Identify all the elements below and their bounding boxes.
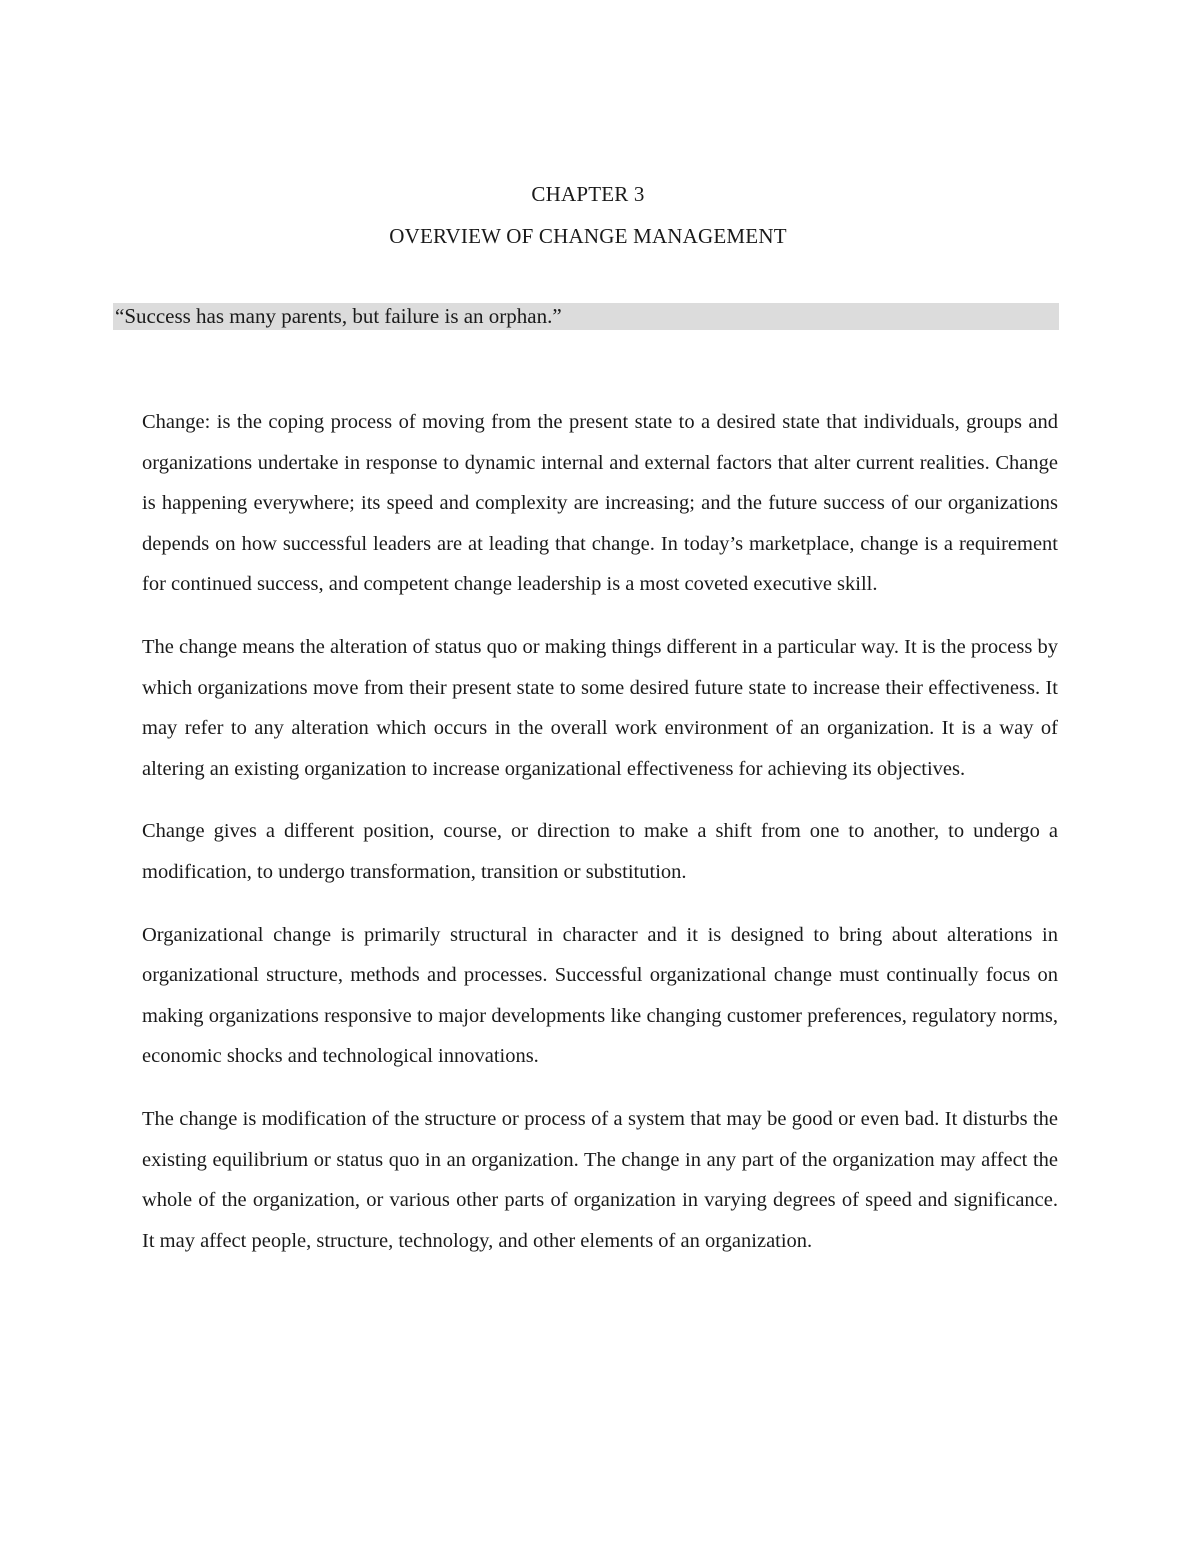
chapter-number: CHAPTER 3 xyxy=(531,182,645,206)
body-text xyxy=(142,402,1058,1261)
paragraph-change-meaning: The change means the alteration of status quo or making things different in a particular way. It is the process by which organizations move from their present state to some desired future state to increase their effectiveness. It may refer to any alteration which occurs in the overall work environment of an organization. It is a way of altering an existing organization to increase organizational effectiveness for achieving its objectives. xyxy=(142,635,1058,780)
epigraph-quote: “Success has many parents, but failure is an orphan.” xyxy=(113,303,1059,330)
paragraph-change-modification: The change is modification of the structure or process of a system that may be good or even bad. It disturbs the existing equilibrium or status quo in an organization. The change in any part of the organization may affect the whole of the organization, or various other parts of organization in varying degrees of speed and significance. It may affect people, structure, technology, and other elements of an organization. xyxy=(142,1107,1058,1252)
paragraph-organizational-change: Organizational change is primarily structural in character and it is designed to bring about alterations in organizational structure, methods and processes. Successful organizational change must continually focus on making organizations responsive to major developments like changing customer preferences, regulatory norms, economic shocks and technological innovations. xyxy=(142,923,1058,1068)
paragraph-change-direction: Change gives a different position, course, or direction to make a shift from one to another, to undergo a modification, to undergo transformation, transition or substitution. xyxy=(142,820,1058,883)
chapter-title: OVERVIEW OF CHANGE MANAGEMENT xyxy=(389,224,787,248)
paragraph-change-definition: Change: is the coping process of moving from the present state to a desired state that individuals, groups and organizations undertake in response to dynamic internal and external factors that alter current realities. Change is happening everywhere; its speed and complexity are increasing; and the future success of our organizations depends on how successful leaders are at leading that change. In today’s marketplace, change is a requirement for continued success, and competent change leadership is a most coveted executive skill. xyxy=(142,411,1058,596)
